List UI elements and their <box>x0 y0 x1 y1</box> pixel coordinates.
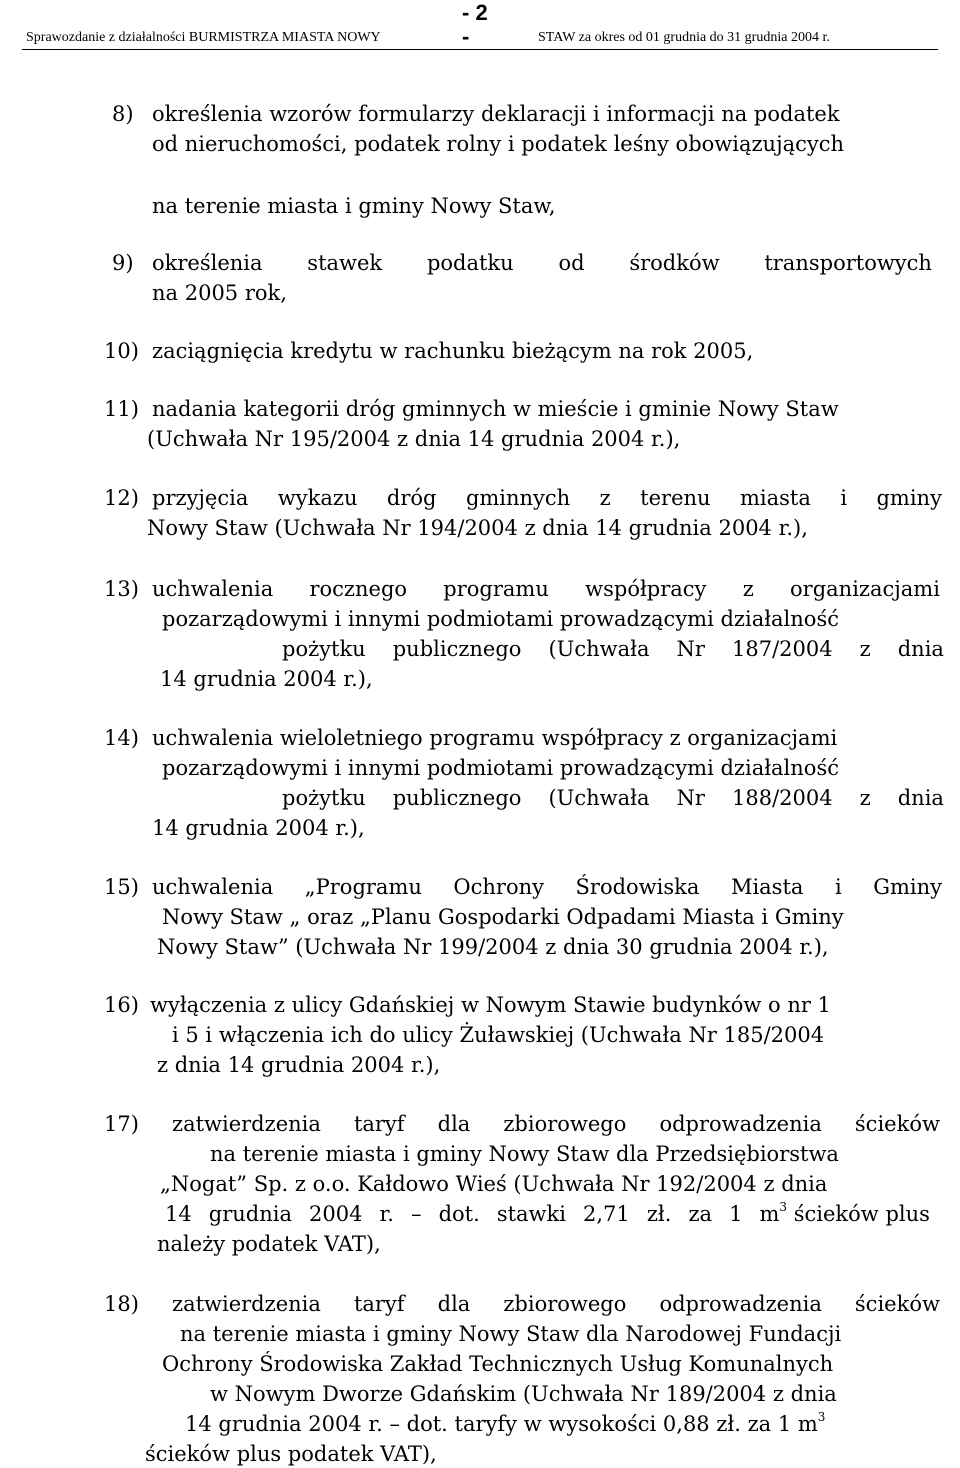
item-text-line: przyjęcia wykazu dróg gminnych z terenu miasta i gminy <box>152 486 942 510</box>
item-text-line: pożytku publicznego (Uchwała Nr 188/2004 z dnia <box>282 786 944 810</box>
item-text-line: Ochrony Środowiska Zakład Technicznych Usług Komunalnych <box>162 1352 834 1376</box>
page-number-dash: - <box>462 24 470 49</box>
item-text-line: Nowy Staw (Uchwała Nr 194/2004 z dnia 14 grudnia 2004 r.), <box>147 516 808 540</box>
item-text-line: (Uchwała Nr 195/2004 z dnia 14 grudnia 2004 r.), <box>147 427 681 451</box>
item-text-line: zatwierdzenia taryf dla zbiorowego odprowadzenia ścieków <box>172 1112 940 1136</box>
item-text-line: pozarządowymi i innymi podmiotami prowadzącymi działalność <box>162 756 839 780</box>
item-number: 13) <box>104 577 139 601</box>
item-text-line: 14 grudnia 2004 r.), <box>152 816 365 840</box>
superscript-exponent: 3 <box>817 1410 826 1424</box>
item-text-line: na terenie miasta i gminy Nowy Staw, <box>152 194 556 218</box>
item-text-line: i 5 i włączenia ich do ulicy Żuławskiej (Uchwała Nr 185/2004 <box>172 1023 825 1047</box>
item-text-line: należy podatek VAT), <box>157 1232 381 1256</box>
item-number: 9) <box>112 251 134 275</box>
item-text-line: na 2005 rok, <box>152 281 287 305</box>
header-left-title: Sprawozdanie z działalności BURMISTRZA MIASTA NOWY <box>26 30 381 45</box>
item-number: 12) <box>104 486 139 510</box>
item-text-line: ścieków plus podatek VAT), <box>145 1442 437 1466</box>
item-text-line: pozarządowymi i innymi podmiotami prowadzącymi działalność <box>162 607 839 631</box>
item-number: 15) <box>104 875 139 899</box>
item-text-line: zaciągnięcia kredytu w rachunku bieżącym na rok 2005, <box>152 339 754 363</box>
item-number: 10) <box>104 339 139 363</box>
item-number: 8) <box>112 102 134 126</box>
item-text-line: z dnia 14 grudnia 2004 r.), <box>157 1053 441 1077</box>
item-text-line: od nieruchomości, podatek rolny i podatek leśny obowiązujących <box>152 132 845 156</box>
item-text-line: Nowy Staw” (Uchwała Nr 199/2004 z dnia 30 grudnia 2004 r.), <box>157 935 829 959</box>
item-number: 11) <box>104 397 139 421</box>
item-number: 16) <box>104 993 139 1017</box>
item-text-line: uchwalenia rocznego programu współpracy z organizacjami <box>152 577 940 601</box>
item-text-line: na terenie miasta i gminy Nowy Staw dla Narodowej Fundacji <box>180 1322 842 1346</box>
item-number: 18) <box>104 1292 139 1316</box>
item-text-line: Nowy Staw „ oraz „Planu Gospodarki Odpadami Miasta i Gminy <box>162 905 844 929</box>
item-text-line: nadania kategorii dróg gminnych w mieście i gminie Nowy Staw <box>152 397 839 421</box>
item-text-line: w Nowym Dworze Gdańskim (Uchwała Nr 189/2004 z dnia <box>210 1382 837 1406</box>
item-number: 14) <box>104 726 139 750</box>
item-text-line: zatwierdzenia taryf dla zbiorowego odprowadzenia ścieków <box>172 1292 940 1316</box>
header-right-title: STAW za okres od 01 grudnia do 31 grudnia 2004 r. <box>538 30 830 45</box>
item-text-line: uchwalenia wieloletniego programu współpracy z organizacjami <box>152 726 838 750</box>
item-text-line: na terenie miasta i gminy Nowy Staw dla Przedsiębiorstwa <box>210 1142 839 1166</box>
item-text-line: określenia wzorów formularzy deklaracji i informacji na podatek <box>152 102 840 126</box>
item-text-line: 14 grudnia 2004 r. – dot. taryfy w wysokości 0,88 zł. za 1 $m^3$ <box>185 1410 826 1436</box>
header-rule <box>22 49 938 50</box>
page-header <box>0 0 960 52</box>
page-number: - 2 <box>462 0 488 25</box>
item-text-line: pożytku publicznego (Uchwała Nr 187/2004 z dnia <box>282 637 944 661</box>
item-text-line: 14 grudnia 2004 r. – dot. stawki 2,71 zł. za 1 $m^3$ ścieków plus <box>165 1200 930 1226</box>
item-number: 17) <box>104 1112 139 1136</box>
item-text-line: wyłączenia z ulicy Gdańskiej w Nowym Stawie budynków o nr 1 <box>150 993 831 1017</box>
item-text-line: określenia stawek podatku od środków transportowych <box>152 251 932 275</box>
item-text-line: 14 grudnia 2004 r.), <box>160 667 373 691</box>
item-text-line: „Nogat” Sp. z o.o. Kałdowo Wieś (Uchwała Nr 192/2004 z dnia <box>160 1172 828 1196</box>
item-text-line: uchwalenia „Programu Ochrony Środowiska Miasta i Gminy <box>152 875 942 899</box>
superscript-exponent: 3 <box>779 1200 788 1214</box>
